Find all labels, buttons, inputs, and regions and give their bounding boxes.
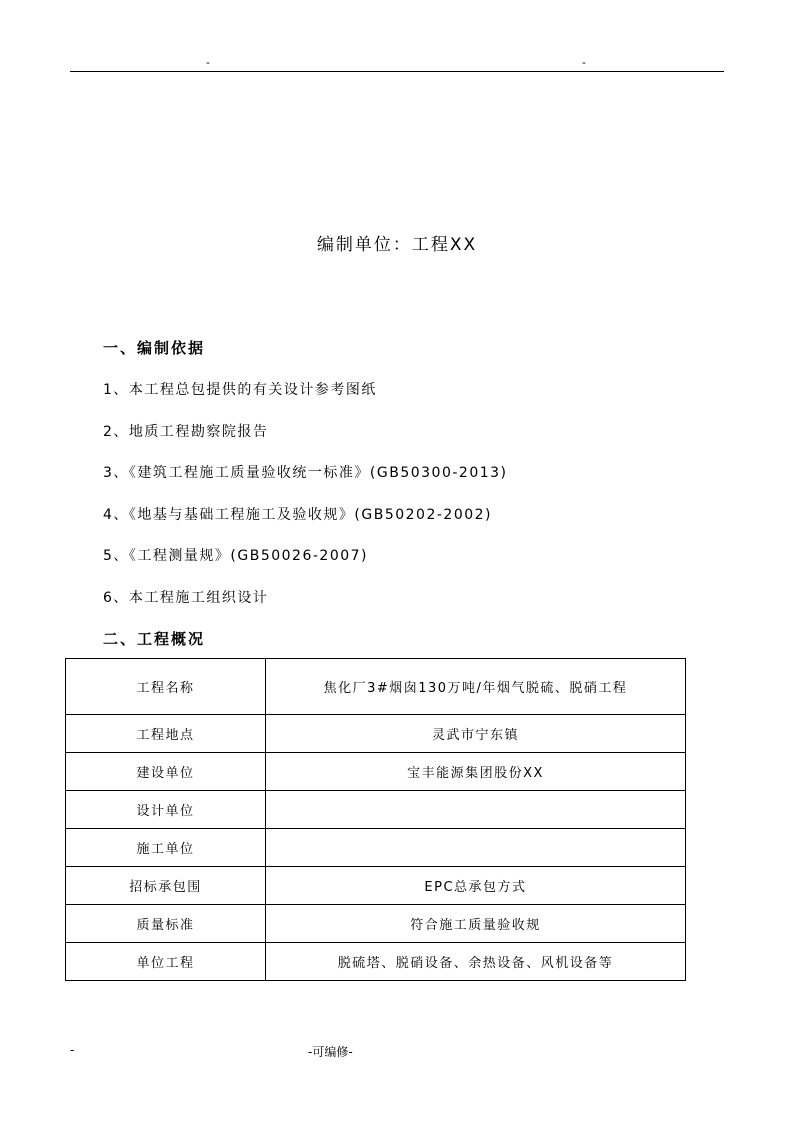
table-row	[66, 659, 686, 715]
basis-item: 6、本工程施工组织设计	[103, 590, 269, 606]
footer-center-text: -可编修-	[308, 1045, 353, 1059]
basis-item: 1、本工程总包提供的有关设计参考图纸	[103, 382, 377, 398]
row-label: 建设单位	[66, 753, 266, 791]
row-value: 符合施工质量验收规	[266, 905, 686, 943]
row-label: 单位工程	[66, 943, 266, 981]
row-value: 灵武市宁东镇	[266, 715, 686, 753]
footer-left-mark: -	[70, 1043, 75, 1057]
basis-item: 2、地质工程勘察院报告	[103, 424, 269, 440]
row-label: 施工单位	[66, 829, 266, 867]
basis-item: 5、《工程测量规》(GB50026-2007)	[103, 548, 369, 564]
row-label: 质量标准	[66, 905, 266, 943]
row-value	[266, 829, 686, 867]
section-heading-overview: 二、工程概况	[103, 630, 206, 648]
document-title: 编制单位：工程XX	[316, 235, 478, 255]
table-row	[66, 829, 686, 867]
table-row	[66, 867, 686, 905]
basis-item: 4、《地基与基础工程施工及验收规》(GB50202-2002)	[103, 507, 492, 523]
row-value: 焦化厂3#烟囱130万吨/年烟气脱硫、脱硝工程	[266, 659, 686, 715]
row-value: 脱硫塔、脱硝设备、余热设备、风机设备等	[266, 943, 686, 981]
header-right-mark: -	[582, 56, 586, 69]
header-rule	[70, 71, 724, 72]
basis-item: 3、《建筑工程施工质量验收统一标准》(GB50300-2013)	[103, 465, 508, 481]
row-value: EPC总承包方式	[266, 867, 686, 905]
project-overview-table	[65, 658, 686, 981]
row-label: 工程名称	[66, 659, 266, 715]
header-left-mark: -	[206, 56, 210, 69]
table-row	[66, 905, 686, 943]
section-heading-basis: 一、编制依据	[103, 339, 206, 357]
row-label: 招标承包围	[66, 867, 266, 905]
table-row	[66, 791, 686, 829]
table-row	[66, 715, 686, 753]
table-row	[66, 753, 686, 791]
row-value: 宝丰能源集团股份XX	[266, 753, 686, 791]
row-value	[266, 791, 686, 829]
row-label: 工程地点	[66, 715, 266, 753]
row-label: 设计单位	[66, 791, 266, 829]
table-row	[66, 943, 686, 981]
